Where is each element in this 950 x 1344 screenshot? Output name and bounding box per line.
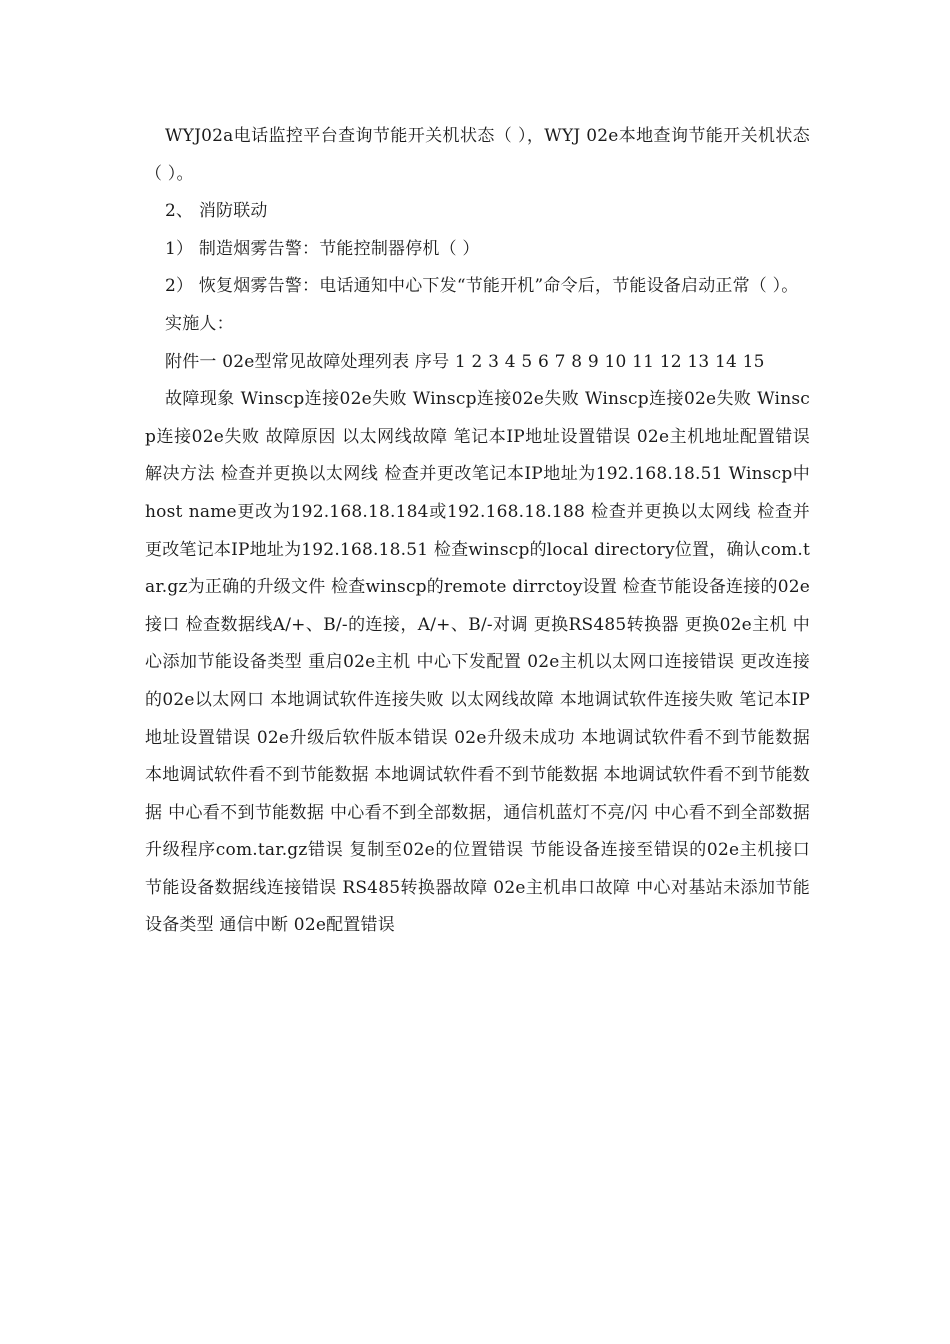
paragraph-smoke-alarm: 1） 制造烟雾告警：节能控制器停机（ ）: [165, 238, 480, 259]
paragraph-appendix-title: 附件一 02e型常见故障处理列表 序号 1 2 3 4 5 6 7 8 9 10 11 12 13 14 15: [165, 351, 765, 372]
paragraph-fault-table: 故障现象 Winscp连接02e失败 Winscp连接02e失败 Winscp连接02e失败 Winscp连接02e失败 故障原因 以太网线故障 笔记本IP地址设置错误 02e主机地址配置错误 解决方法 检查并更换以太网线 检查并更改笔记本IP地址为192.168.18.51 Winscp中host name更改为192.168.18.184或192.168.18.188 检查并更换以太网线 检查并更改笔记本IP地址为192.168.18.51 检查winscp的local directory位置，确认com.tar.gz为正确的升级文件 检查winscp的remote dirrctoy设置 检查节能设备连接的02e接口 检查数据线A/+、B/-的连接，A/+、B/-对调 更换RS485转换器 更换02e主机 中心添加节能设备类型 重启02e主机 中心下发配置 02e主机以太网口连接错误 更改连接的02e以太网口 本地调试软件连接失败 以太网线故障 本地调试软件连接失败 笔记本IP地址设置错误 02e升级后软件版本错误 02e升级未成功 本地调试软件看不到节能数据 本地调试软件看不到节能数据 本地调试软件看不到节能数据 本地调试软件看不到节能数据 中心看不到节能数据 中心看不到全部数据，通信机蓝灯不亮/闪 中心看不到全部数据 升级程序com.tar.gz错误 复制至02e的位置错误 节能设备连接至错误的02e主机接口 节能设备数据线连接错误 RS485转换器故障 02e主机串口故障 中心对基站未添加节能设备类型 通信中断 02e配置错误: [145, 389, 810, 936]
document-body: [145, 118, 810, 945]
paragraph-smoke-recovery: 2） 恢复烟雾告警：电话通知中心下发“节能开机”命令后，节能设备启动正常（ ）。: [165, 276, 799, 297]
paragraph-implementer: 实施人：: [165, 313, 234, 334]
paragraph-platform-query: WYJ02a电话监控平台查询节能开关机状态（ ），WYJ 02e本地查询节能开关机状态（ ）。: [145, 126, 810, 184]
paragraph-fire-linkage-heading: 2、 消防联动: [165, 201, 268, 222]
